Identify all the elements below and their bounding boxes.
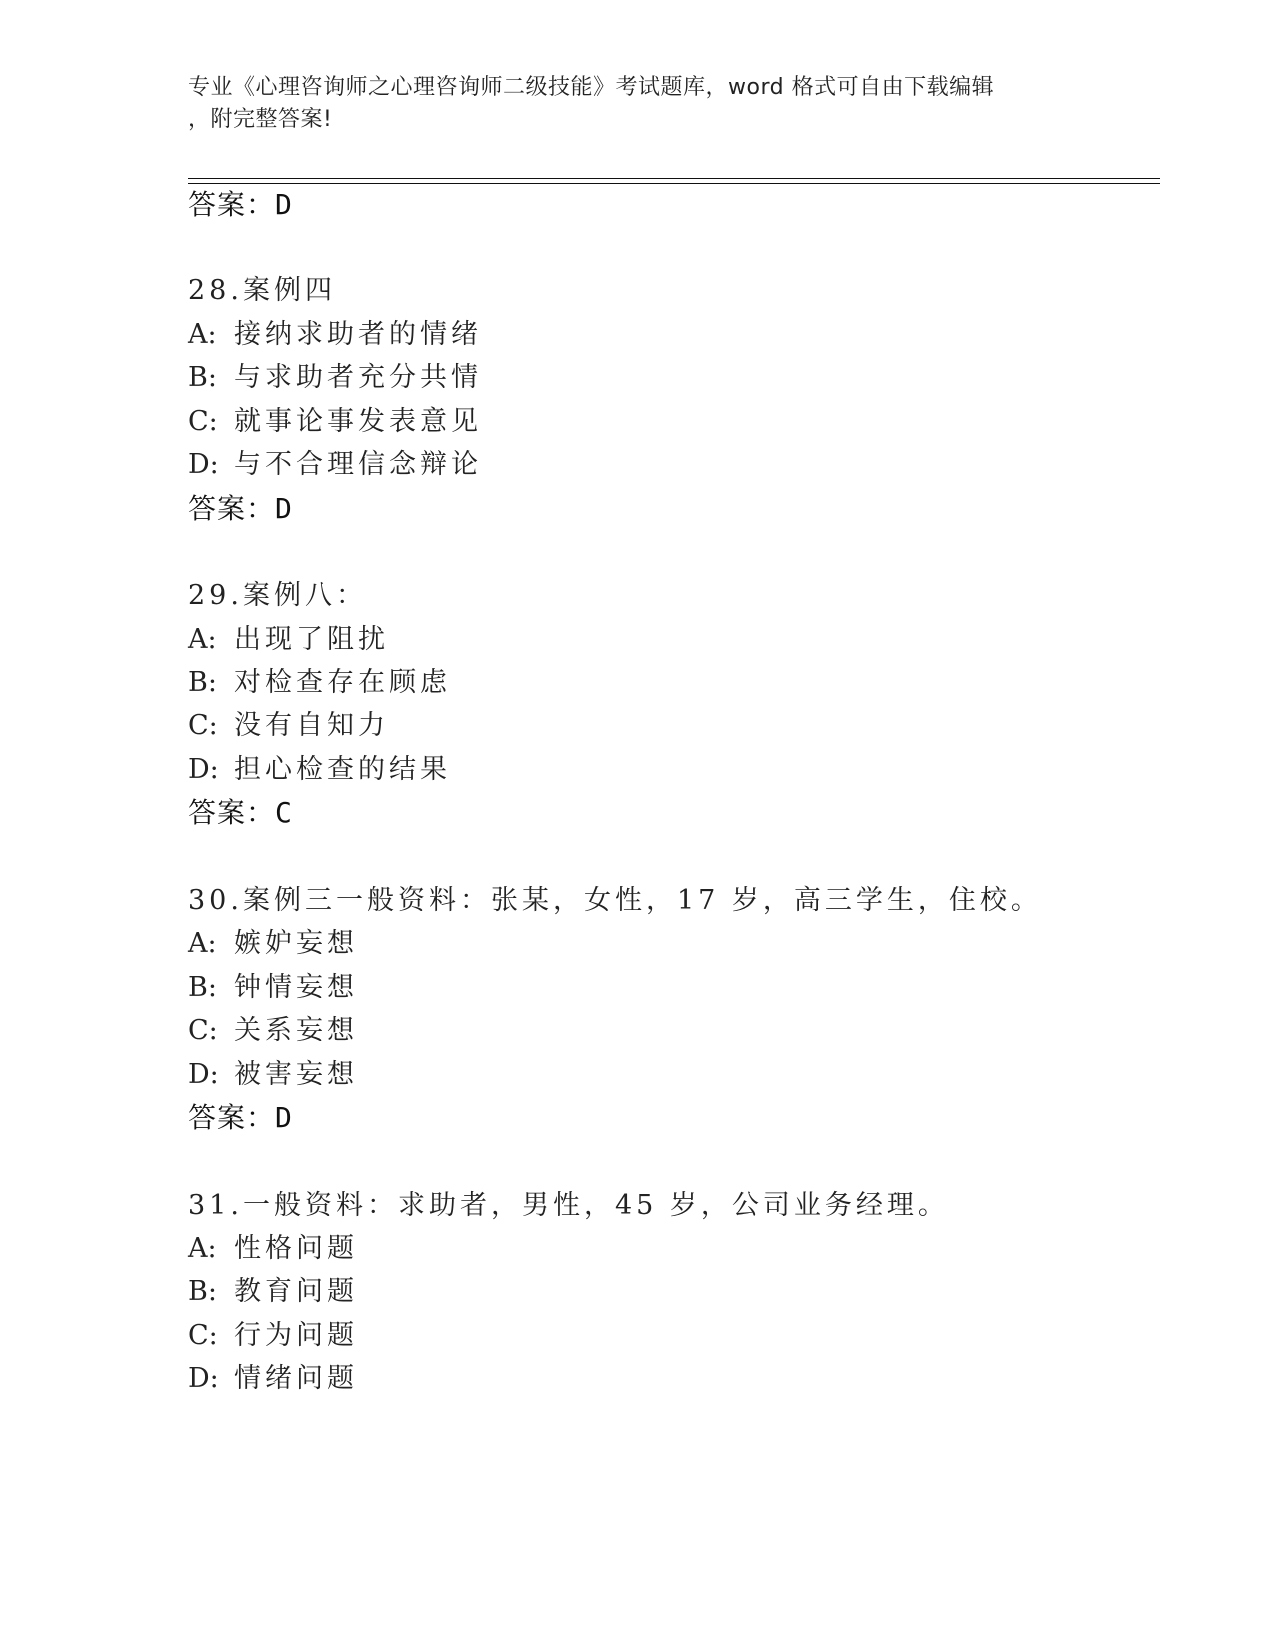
question-31-option-c: [188, 1319, 358, 1353]
question-28-option-c: [188, 405, 482, 439]
question-30-title: 30.案例三一般资料：张某，女性，17 岁，高三学生，住校。: [188, 885, 1042, 916]
question-30-answer: [188, 1101, 293, 1135]
question-31-title: 31.一般资料：求助者，男性，45 岁，公司业务经理。: [188, 1190, 949, 1221]
question-30-option-c: [188, 1014, 358, 1048]
answer-label: 答案：: [188, 492, 276, 525]
option-text: 情绪问题: [234, 1363, 358, 1394]
option-letter: B:: [188, 362, 217, 393]
option-letter: A:: [188, 928, 217, 959]
option-letter: B:: [188, 667, 217, 698]
option-text: 教育问题: [234, 1276, 358, 1307]
answer-label: 答案：: [188, 796, 276, 829]
option-letter: B:: [188, 1276, 217, 1307]
option-letter: C:: [188, 1015, 218, 1046]
option-text: 担心检查的结果: [234, 754, 451, 785]
answer-value: D: [275, 492, 293, 525]
previous-answer: [188, 188, 293, 222]
option-text: 行为问题: [234, 1320, 358, 1351]
option-letter: C:: [188, 406, 218, 437]
question-31-option-a: [188, 1232, 358, 1266]
question-28-option-b: [188, 361, 482, 395]
document-header: [188, 72, 1068, 136]
option-letter: A:: [188, 319, 217, 350]
question-29-option-c: [188, 709, 389, 743]
question-30-option-d: [188, 1058, 358, 1092]
option-letter: D:: [188, 1059, 219, 1090]
option-text: 没有自知力: [234, 710, 389, 741]
answer-value: C: [275, 796, 293, 829]
option-text: 嫉妒妄想: [234, 928, 358, 959]
question-28-answer: [188, 492, 293, 526]
question-28-option-a: [188, 318, 482, 352]
question-30-option-b: [188, 971, 358, 1005]
header-divider-top: [188, 178, 1160, 179]
header-title-line1: 专业《心理咨询师之心理咨询师二级技能》考试题库，word 格式可自由下载编辑: [188, 75, 995, 100]
answer-value: D: [275, 188, 293, 221]
option-text: 出现了阻扰: [234, 624, 389, 655]
option-text: 钟情妄想: [234, 972, 358, 1003]
answer-label: 答案：: [188, 188, 276, 221]
option-letter: D:: [188, 449, 219, 480]
option-text: 就事论事发表意见: [234, 406, 482, 437]
option-letter: B:: [188, 972, 217, 1003]
option-letter: A:: [188, 1233, 217, 1264]
question-28-option-d: [188, 448, 482, 482]
option-text: 被害妄想: [234, 1059, 358, 1090]
option-letter: C:: [188, 1320, 218, 1351]
option-text: 与不合理信念辩论: [234, 449, 482, 480]
question-28-title: 28.案例四: [188, 275, 336, 306]
question-29-title: 29.案例八：: [188, 580, 367, 611]
question-29-option-b: [188, 666, 451, 700]
option-letter: A:: [188, 624, 217, 655]
question-29-answer: [188, 796, 293, 830]
option-text: 接纳求助者的情绪: [234, 319, 482, 350]
option-text: 与求助者充分共情: [234, 362, 482, 393]
header-title-line2: ，附完整答案!: [188, 107, 333, 132]
option-letter: C:: [188, 710, 218, 741]
header-divider-bottom: [188, 183, 1160, 184]
option-letter: D:: [188, 1363, 219, 1394]
question-31-option-b: [188, 1275, 358, 1309]
answer-value: D: [275, 1101, 293, 1134]
option-letter: D:: [188, 754, 219, 785]
question-29-option-a: [188, 623, 389, 657]
option-text: 关系妄想: [234, 1015, 358, 1046]
question-29-option-d: [188, 753, 451, 787]
answer-label: 答案：: [188, 1101, 276, 1134]
question-30-option-a: [188, 927, 358, 961]
option-text: 性格问题: [234, 1233, 358, 1264]
option-text: 对检查存在顾虑: [234, 667, 451, 698]
question-31-option-d: [188, 1362, 358, 1396]
